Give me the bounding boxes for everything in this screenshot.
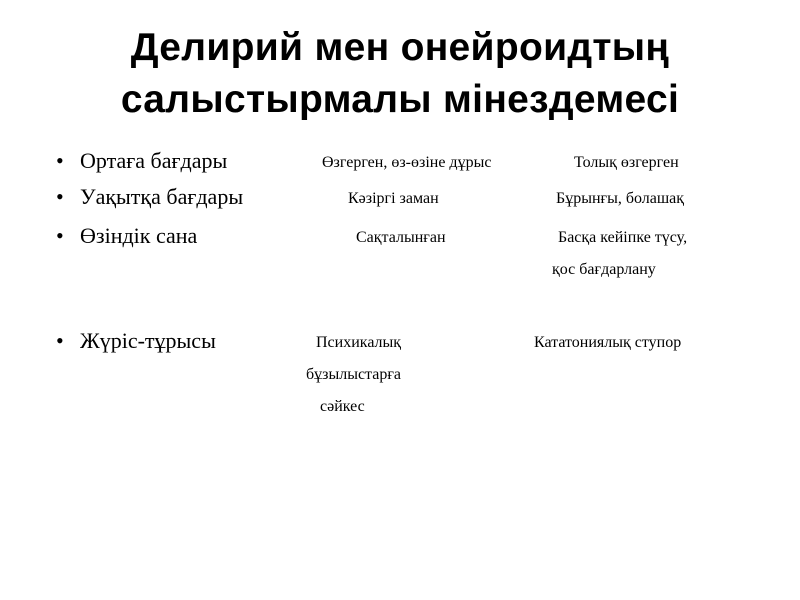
row-label: Уақытқа бағдары — [80, 184, 244, 209]
delirium-value: Кәзіргі заман — [348, 190, 439, 207]
slide-title-line-1: Делирий мен онейроидтың — [130, 26, 670, 69]
oneiroid-value-line-1: Басқа кейіпке түсу, — [558, 229, 688, 246]
row-label: Ортаға бағдары — [80, 148, 228, 173]
bullet-icon: • — [56, 148, 64, 173]
delirium-value-line-1: Психикалық — [316, 334, 402, 351]
slide-title-line-2: салыстырмалы мінездемесі — [120, 78, 680, 121]
comparison-row-self-awareness — [0, 225, 800, 285]
delirium-value: Сақталынған — [356, 229, 446, 246]
bullet-icon: • — [56, 328, 64, 353]
bullet-icon: • — [56, 223, 64, 248]
row-label: Жүріс-тұрысы — [80, 328, 216, 353]
oneiroid-value: Бұрынғы, болашақ — [556, 190, 685, 207]
comparison-row-behavior — [0, 330, 800, 420]
oneiroid-value: Кататониялық ступор — [534, 334, 682, 351]
slide-title — [0, 22, 800, 126]
comparison-row-orientation-time — [0, 186, 800, 226]
row-label: Өзіндік сана — [80, 223, 198, 248]
delirium-value: Өзгерген, өз-өзіне дұрыс — [322, 154, 492, 171]
delirium-value-line-3: сәйкес — [320, 398, 365, 415]
oneiroid-value-line-2: қос бағдарлану — [552, 261, 656, 278]
delirium-value-line-2: бұзылыстарға — [306, 366, 401, 383]
oneiroid-value: Толық өзгерген — [574, 154, 679, 171]
bullet-icon: • — [56, 184, 64, 209]
